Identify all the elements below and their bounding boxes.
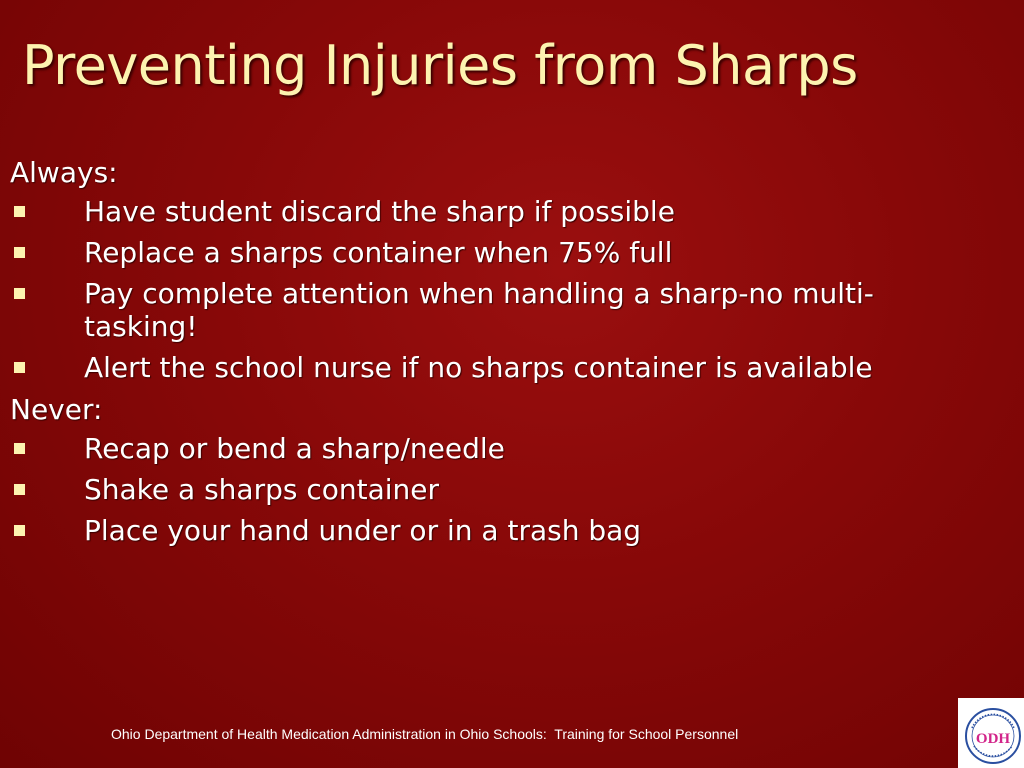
list-item-text: Pay complete attention when handling a sharp-no multi-tasking! xyxy=(84,277,874,343)
list-item xyxy=(10,351,910,384)
list-item xyxy=(10,514,910,547)
never-heading: Never: xyxy=(10,393,103,426)
square-bullet-icon xyxy=(14,525,25,536)
list-item-text: Recap or bend a sharp/needle xyxy=(84,432,505,465)
list-item xyxy=(10,473,910,506)
slide-title: Preventing Injuries from Sharps xyxy=(22,34,858,97)
list-item-text: Alert the school nurse if no sharps container is available xyxy=(84,351,873,384)
never-list xyxy=(10,432,910,547)
odh-seal-icon xyxy=(958,698,1024,768)
square-bullet-icon xyxy=(14,443,25,454)
list-item-text: Have student discard the sharp if possible xyxy=(84,195,675,228)
list-item xyxy=(10,236,910,269)
list-item xyxy=(10,195,910,228)
square-bullet-icon xyxy=(14,484,25,495)
list-item-text: Place your hand under or in a trash bag xyxy=(84,514,642,547)
logo-text: ODH xyxy=(975,731,1011,747)
list-item-text: Replace a sharps container when 75% full xyxy=(84,236,673,269)
square-bullet-icon xyxy=(14,206,25,217)
always-heading: Always: xyxy=(10,156,118,189)
slide-footer: Ohio Department of Health Medication Administration in Ohio Schools: Training for School Personnel xyxy=(111,726,739,742)
square-bullet-icon xyxy=(14,362,25,373)
list-item-text: Shake a sharps container xyxy=(84,473,440,506)
always-list xyxy=(10,195,910,384)
list-item xyxy=(10,277,910,343)
odh-logo xyxy=(958,698,1024,768)
slide-content xyxy=(10,155,910,555)
square-bullet-icon xyxy=(14,247,25,258)
list-item xyxy=(10,432,910,465)
square-bullet-icon xyxy=(14,288,25,299)
